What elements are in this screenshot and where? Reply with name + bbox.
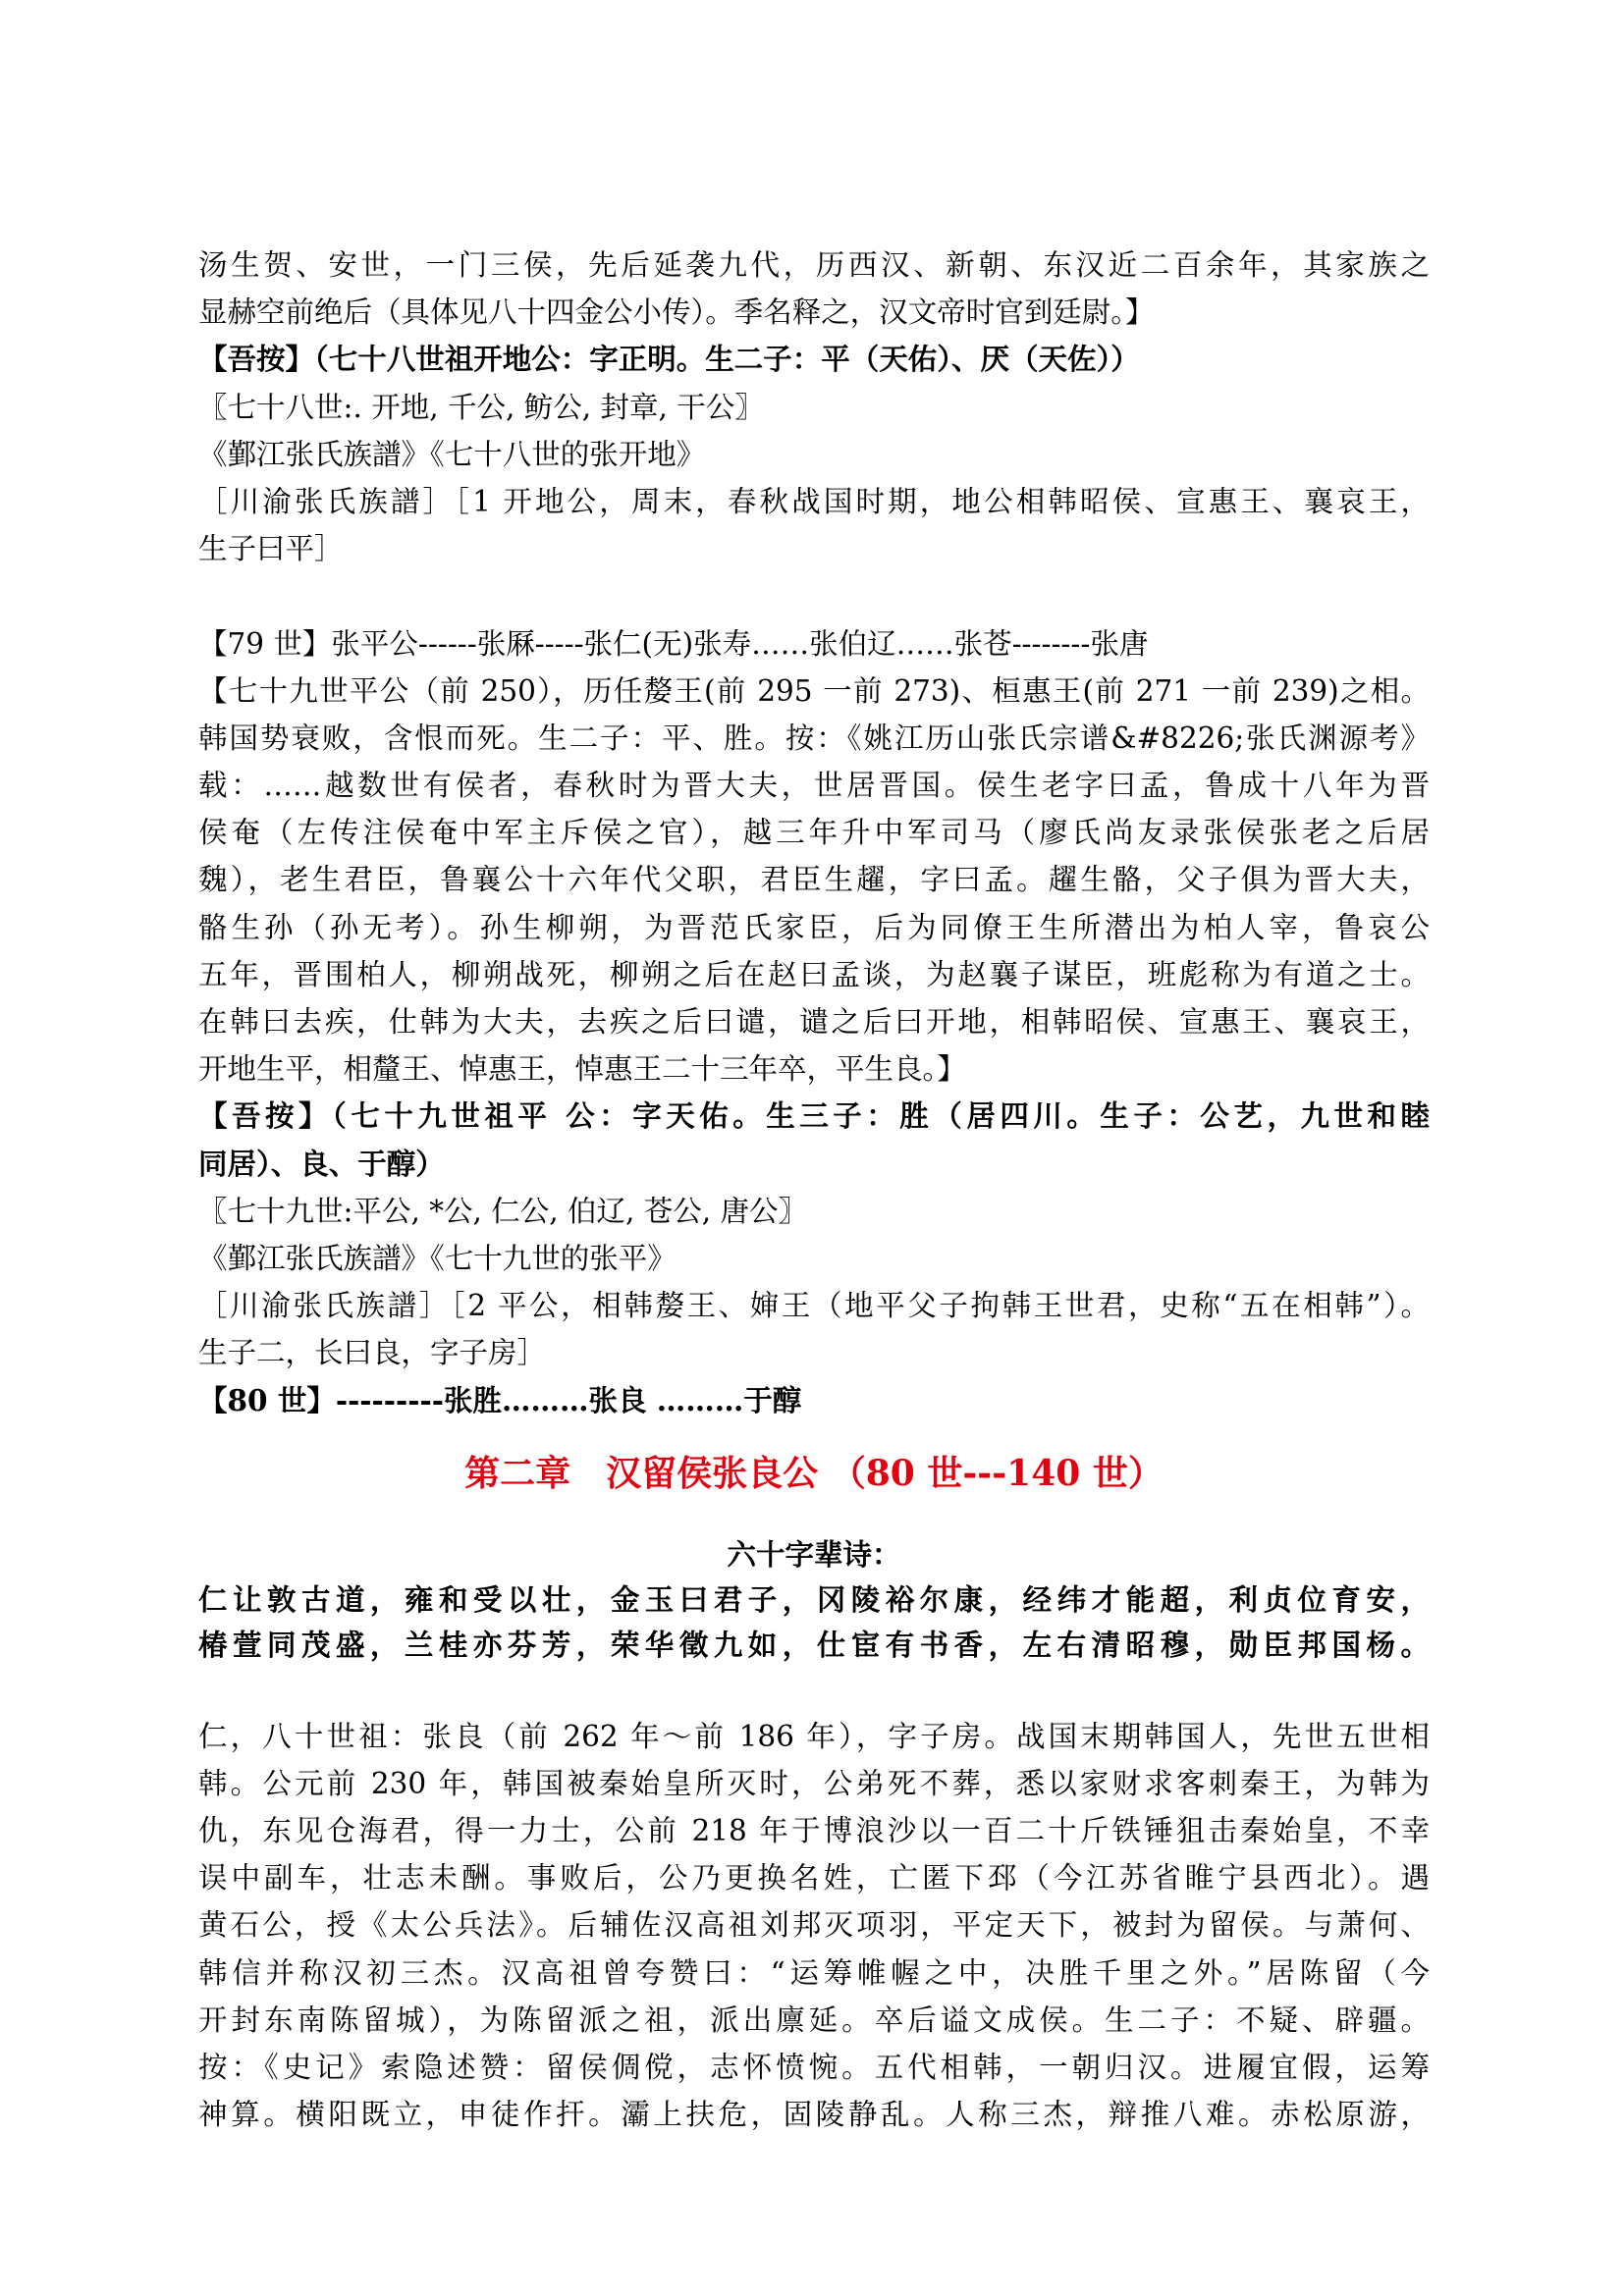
gen-79-text: 骼生孙（孙无考）。孙生柳朔，为晋范氏家臣，后为同僚王生所潜出为柏人宰，鲁哀公 — [198, 910, 1430, 944]
ref-78-yinjiang: 《鄞江张氏族譜》《七十八世的张开地》 — [198, 437, 706, 471]
zhangliang-text: 按：《史记》索隐述赞：留侯倜傥，志怀愤惋。五代相韩，一朝归汉。进履宜假，运筹 — [198, 2051, 1430, 2084]
ref-78-chuanyu: ［川渝张氏族譜］［1 开地公，周末，春秋战国时期，地公相韩昭侯、宣惠王、襄哀王， — [198, 484, 1430, 518]
gen-79-text: 在韩曰去疾，仕韩为大夫，去疾之后曰谴，谴之后曰开地，相韩昭侯、宣惠王、襄哀王， — [198, 1005, 1430, 1039]
wuan-note-79: 同居）、良、于醇） — [198, 1146, 445, 1181]
text-line: 汤生贺、安世，一门三侯，先后延袭九代，历西汉、新朝、东汉近二百余年，其家族之 — [198, 248, 1430, 282]
blank-line — [198, 1668, 1430, 1713]
poem-title: 六十字辈诗： — [727, 1536, 901, 1572]
ref-79-yinjiang: 《鄞江张氏族譜》《七十九世的张平》 — [198, 1241, 677, 1275]
zhangliang-text: 韩信并称汉初三杰。汉高祖曾夸赞曰：“运筹帷幄之中，决胜千里之外。”居陈留（今 — [198, 1955, 1430, 1990]
gen-79-text: 韩国势衰败，含恨而死。生二子：平、胜。按：《姚江历山张氏宗谱&#8226;张氏渊源考》 — [198, 721, 1430, 755]
gen-79-text: 五年，晋围柏人，柳朔战死，柳朔之后在赵曰孟谈，为赵襄子谋臣，班彪称为有道之士。 — [198, 957, 1430, 991]
gen-79-text: 侯奄（左传注侯奄中军主斥侯之官），越三年升中军司马（廖氏尚友录张侯张老之后居 — [198, 816, 1430, 850]
ref-78-chuanyu: 生子曰平］ — [198, 532, 344, 566]
gen-79-text: 【七十九世平公（前 250），历任嫠王(前 295 一前 273)、桓惠王(前 271 一前 239)之相。 — [198, 673, 1430, 708]
zhangliang-text: 仇，东见仓海君，得一力士，公前 218 年于博浪沙以一百二十斤铁锤狙击秦始皇，不幸 — [198, 1814, 1430, 1848]
zhangliang-text: 神算。横阳既立，申徒作扞。灞上扶危，固陵静乱。人称三杰，辩推八难。赤松原游， — [198, 2098, 1430, 2132]
wuan-note-78: 【吾按】（七十八世祖开地公：字正明。生二子：平（天佑）、厌（天佐）） — [198, 342, 1140, 377]
zhangliang-text: 韩。公元前 230 年，韩国被秦始皇所灭时，公弟死不葬，悉以家财求客刺秦王，为韩为 — [198, 1766, 1430, 1800]
poem-line: 椿萱同茂盛，兰桂亦芬芳，荣华徵九如，仕宦有书香，左右清昭穆，勋臣邦国杨。 — [198, 1627, 1430, 1662]
zhangliang-text: 仁，八十世祖：张良（前 262 年～前 186 年），字子房。战国末期韩国人，先世五世相 — [198, 1719, 1430, 1753]
gen-79-text: 开地生平，相釐王、悼惠王，悼惠王二十三年卒，平生良。】 — [198, 1052, 966, 1087]
poem-line: 仁让敦古道，雍和受以壮，金玉曰君子，冈陵裕尔康，经纬才能超，利贞位育安， — [198, 1581, 1430, 1617]
zhangliang-text: 开封东南陈留城），为陈留派之祖，派出廪延。卒后谥文成侯。生二子：不疑、辟疆。 — [198, 2002, 1430, 2037]
ref-78-list: 〖七十八世:. 开地, 千公, 鲂公, 封章, 干公〗 — [198, 390, 764, 424]
ref-79-list: 〖七十九世:平公, *公, 仁公, 伯辽, 苍公, 唐公〗 — [198, 1194, 807, 1228]
gen-80-heading: 【80 世】---------张胜………张良 ………于醇 — [198, 1382, 802, 1417]
page-content — [198, 241, 1430, 2138]
gen-79-text: 魏），老生君臣，鲁襄公十六年代父职，君臣生趯，字曰孟。趯生骼，父子俱为晋大夫， — [198, 863, 1430, 897]
ref-79-chuanyu: ［川渝张氏族譜］［2 平公，相韩嫠王、婶王（地平父子拘韩王世君，史称“五在相韩”）。 — [198, 1289, 1430, 1323]
chapter-title: 第二章 汉留侯张良公 （80 世---140 世） — [464, 1452, 1164, 1494]
ref-79-chuanyu: 生子二，长曰良，字子房］ — [198, 1336, 547, 1370]
text-line: 显赫空前绝后（具体见八十四金公小传）。季名释之，汉文帝时官到廷尉。】 — [198, 295, 1155, 330]
zhangliang-text: 黄石公，授《太公兵法》。后辅佐汉高祖刘邦灭项羽，平定天下，被封为留侯。与萧何、 — [198, 1908, 1430, 1943]
gen-79-text: 载：……越数世有侯者，春秋时为晋大夫，世居晋国。侯生老字曰孟，鲁成十八年为晋 — [198, 769, 1430, 803]
wuan-note-79: 【吾按】（七十九世祖平 公：字天佑。生三子：胜（居四川。生子：公艺，九世和睦 — [198, 1098, 1430, 1134]
blank-line — [198, 572, 1430, 619]
gen-79-heading: 【79 世】张平公------张厤-----张仁(无)张寿……张伯辽……张苍--------张唐 — [198, 626, 1149, 661]
zhangliang-text: 误中副车，壮志未酬。事败后，公乃更换名姓，亡匿下邳（今江苏省睢宁县西北）。遇 — [198, 1861, 1430, 1896]
